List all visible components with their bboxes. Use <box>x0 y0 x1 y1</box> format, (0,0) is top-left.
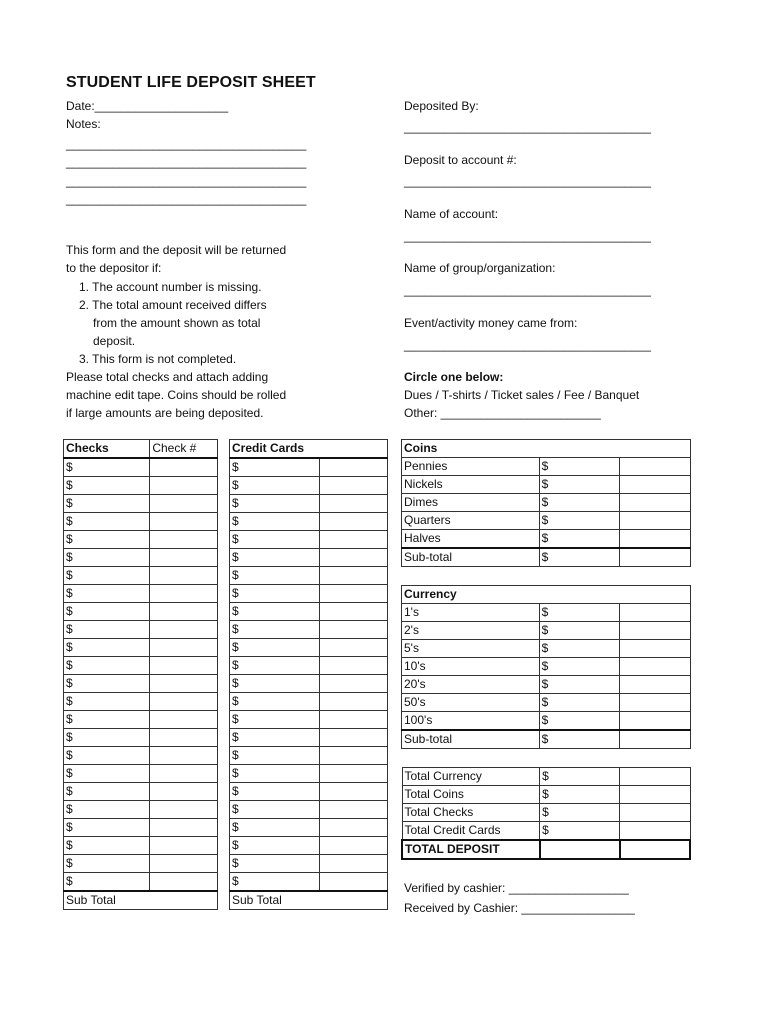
checks-header-row <box>64 440 218 459</box>
check-amount-cell[interactable]: $ <box>64 567 150 585</box>
credit-amount-cell[interactable]: $ <box>230 801 320 819</box>
checks-header: Checks <box>64 440 150 459</box>
credit-extra-cell[interactable] <box>320 837 388 855</box>
check-amount-cell[interactable]: $ <box>64 639 150 657</box>
table-row <box>64 711 218 729</box>
coins-extra-cell[interactable] <box>620 476 691 494</box>
credit-extra-cell[interactable] <box>320 639 388 657</box>
credit-extra-cell[interactable] <box>320 819 388 837</box>
table-row <box>230 513 388 531</box>
currency-extra-cell[interactable] <box>620 604 691 622</box>
credit-extra-cell[interactable] <box>320 621 388 639</box>
table-row <box>402 804 690 822</box>
table-row <box>64 801 218 819</box>
table-row <box>64 477 218 495</box>
received-by-cashier-field[interactable]: Received by Cashier: _________________ <box>404 901 635 915</box>
check-amount-cell[interactable]: $ <box>64 603 150 621</box>
check-number-cell[interactable] <box>150 729 218 747</box>
info-list-item: 1. The account number is missing. <box>79 280 262 294</box>
check-number-cell[interactable] <box>150 567 218 585</box>
table-row <box>230 765 388 783</box>
currency-extra-cell[interactable] <box>620 622 691 640</box>
check-amount-cell[interactable]: $ <box>64 495 150 513</box>
currency-label-cell: 20's <box>402 676 540 694</box>
currency-amount-cell[interactable]: $ <box>539 694 620 712</box>
currency-amount-cell[interactable]: $ <box>539 676 620 694</box>
info-list-item: 3. This form is not completed. <box>79 352 237 366</box>
table-row <box>402 712 691 731</box>
check-amount-cell[interactable]: $ <box>64 585 150 603</box>
credit-amount-cell[interactable]: $ <box>230 458 320 477</box>
check-number-cell[interactable] <box>150 458 218 477</box>
table-row <box>230 801 388 819</box>
coins-extra-cell[interactable] <box>620 512 691 530</box>
table-row <box>64 495 218 513</box>
check-amount-cell[interactable]: $ <box>64 711 150 729</box>
credit-extra-cell[interactable] <box>320 675 388 693</box>
table-row <box>64 747 218 765</box>
table-row <box>230 675 388 693</box>
coins-amount-cell[interactable]: $ <box>539 530 620 549</box>
totals-label-cell: Total Currency <box>402 768 540 786</box>
currency-subtotal-label: Sub-total <box>402 730 540 749</box>
group-name-label: Name of group/organization: <box>404 261 556 275</box>
credit-extra-cell[interactable] <box>320 693 388 711</box>
info-text: This form and the deposit will be returned <box>66 243 287 257</box>
currency-label-cell: 5's <box>402 640 540 658</box>
coins-subtotal-label: Sub-total <box>402 548 540 567</box>
coins-extra-cell[interactable] <box>620 458 691 476</box>
check-number-cell[interactable] <box>150 675 218 693</box>
currency-label-cell: 100's <box>402 712 540 731</box>
credit-extra-cell[interactable] <box>320 747 388 765</box>
currency-label-cell: 2's <box>402 622 540 640</box>
coins-subtotal-amount[interactable]: $ <box>539 548 620 567</box>
table-row <box>64 639 218 657</box>
table-row <box>64 603 218 621</box>
check-amount-cell[interactable]: $ <box>64 458 150 477</box>
notes-line[interactable]: ____________________________________ <box>66 155 307 169</box>
table-row <box>230 855 388 873</box>
coins-header: Coins <box>402 440 691 458</box>
currency-amount-cell[interactable]: $ <box>539 604 620 622</box>
credit-amount-cell[interactable]: $ <box>230 693 320 711</box>
total-deposit-label: TOTAL DEPOSIT <box>402 840 540 859</box>
credit-subtotal-label: Sub Total <box>230 891 388 910</box>
table-row <box>64 675 218 693</box>
check-number-cell[interactable] <box>150 531 218 549</box>
check-amount-cell[interactable]: $ <box>64 783 150 801</box>
currency-amount-cell[interactable]: $ <box>539 640 620 658</box>
table-row <box>402 786 690 804</box>
coins-header-row <box>402 440 691 458</box>
currency-table <box>401 585 691 749</box>
table-row <box>402 604 691 622</box>
currency-subtotal-extra[interactable] <box>620 730 691 749</box>
credit-extra-cell[interactable] <box>320 765 388 783</box>
credit-amount-cell[interactable]: $ <box>230 531 320 549</box>
table-row <box>230 711 388 729</box>
currency-label-cell: 1's <box>402 604 540 622</box>
check-amount-cell[interactable]: $ <box>64 693 150 711</box>
table-row <box>402 658 691 676</box>
credit-amount-cell[interactable]: $ <box>230 837 320 855</box>
total-deposit-amount[interactable] <box>540 840 620 859</box>
check-number-cell[interactable] <box>150 747 218 765</box>
table-row <box>64 513 218 531</box>
table-row <box>402 622 691 640</box>
table-row <box>230 837 388 855</box>
table-row <box>230 567 388 585</box>
table-row <box>402 476 691 494</box>
info-text: Please total checks and attach adding <box>66 370 269 384</box>
coins-label-cell: Pennies <box>402 458 540 476</box>
credit-extra-cell[interactable] <box>320 801 388 819</box>
check-number-cell[interactable] <box>150 855 218 873</box>
totals-amount-cell[interactable]: $ <box>540 822 620 841</box>
currency-amount-cell[interactable]: $ <box>539 658 620 676</box>
check-amount-cell[interactable]: $ <box>64 621 150 639</box>
credit-extra-cell[interactable] <box>320 585 388 603</box>
credit-amount-cell[interactable]: $ <box>230 855 320 873</box>
credit-extra-cell[interactable] <box>320 513 388 531</box>
currency-amount-cell[interactable]: $ <box>539 712 620 731</box>
notes-label: Notes: <box>66 117 101 131</box>
currency-extra-cell[interactable] <box>620 676 691 694</box>
check-amount-cell[interactable]: $ <box>64 747 150 765</box>
credit-amount-cell[interactable]: $ <box>230 603 320 621</box>
table-row <box>402 768 690 786</box>
totals-label-cell: Total Coins <box>402 786 540 804</box>
table-row <box>64 729 218 747</box>
check-amount-cell[interactable]: $ <box>64 873 150 892</box>
checks-subtotal-row <box>64 891 218 910</box>
credit-extra-cell[interactable] <box>320 783 388 801</box>
table-row <box>64 855 218 873</box>
currency-extra-cell[interactable] <box>620 712 691 731</box>
totals-extra-cell[interactable] <box>620 804 690 822</box>
check-amount-cell[interactable]: $ <box>64 549 150 567</box>
credit-extra-cell[interactable] <box>320 855 388 873</box>
table-row <box>64 693 218 711</box>
check-number-cell[interactable] <box>150 711 218 729</box>
table-row <box>64 783 218 801</box>
other-field[interactable]: Other: ________________________ <box>404 406 601 420</box>
table-row <box>230 585 388 603</box>
currency-extra-cell[interactable] <box>620 694 691 712</box>
notes-line[interactable]: ____________________________________ <box>66 192 307 206</box>
credit-amount-cell[interactable]: $ <box>230 819 320 837</box>
table-row <box>402 530 691 549</box>
credit-amount-cell[interactable]: $ <box>230 729 320 747</box>
table-row <box>230 603 388 621</box>
currency-header-row <box>402 586 691 604</box>
info-text: machine edit tape. Coins should be rolled <box>66 388 287 402</box>
coins-subtotal-row <box>402 548 691 567</box>
check-amount-cell[interactable]: $ <box>64 765 150 783</box>
total-deposit-extra[interactable] <box>620 840 690 859</box>
table-row <box>230 639 388 657</box>
check-number-cell[interactable] <box>150 495 218 513</box>
currency-extra-cell[interactable] <box>620 640 691 658</box>
table-row <box>230 873 388 892</box>
currency-label-cell: 50's <box>402 694 540 712</box>
table-row <box>230 819 388 837</box>
page-title: STUDENT LIFE DEPOSIT SHEET <box>66 74 316 91</box>
coins-extra-cell[interactable] <box>620 530 691 549</box>
table-row <box>64 765 218 783</box>
credit-extra-cell[interactable] <box>320 873 388 892</box>
credit-cards-table <box>229 439 388 910</box>
check-number-cell[interactable] <box>150 621 218 639</box>
totals-amount-cell[interactable]: $ <box>540 768 620 786</box>
checks-table <box>63 439 218 910</box>
event-label: Event/activity money came from: <box>404 316 578 330</box>
notes-line[interactable]: ____________________________________ <box>66 137 307 151</box>
table-row <box>402 458 691 476</box>
credit-amount-cell[interactable]: $ <box>230 513 320 531</box>
table-row <box>230 477 388 495</box>
coins-amount-cell[interactable]: $ <box>539 494 620 512</box>
coins-amount-cell[interactable]: $ <box>539 476 620 494</box>
totals-extra-cell[interactable] <box>620 768 690 786</box>
check-number-cell[interactable] <box>150 819 218 837</box>
coins-amount-cell[interactable]: $ <box>539 458 620 476</box>
table-row <box>402 494 691 512</box>
check-number-cell[interactable] <box>150 765 218 783</box>
check-number-cell[interactable] <box>150 549 218 567</box>
table-row <box>64 837 218 855</box>
table-row <box>64 585 218 603</box>
table-row <box>230 621 388 639</box>
credit-extra-cell[interactable] <box>320 549 388 567</box>
coins-label-cell: Dimes <box>402 494 540 512</box>
credit-amount-cell[interactable]: $ <box>230 711 320 729</box>
deposited-by-field[interactable]: _____________________________________ <box>404 120 651 134</box>
check-number-cell[interactable] <box>150 801 218 819</box>
coins-extra-cell[interactable] <box>620 494 691 512</box>
verified-by-cashier-field[interactable]: Verified by cashier: __________________ <box>404 881 629 895</box>
check-number-cell[interactable] <box>150 639 218 657</box>
currency-extra-cell[interactable] <box>620 658 691 676</box>
check-number-cell[interactable] <box>150 513 218 531</box>
totals-label-cell: Total Checks <box>402 804 540 822</box>
currency-subtotal-row <box>402 730 691 749</box>
credit-cards-header: Credit Cards <box>230 440 388 459</box>
table-row <box>230 783 388 801</box>
check-amount-cell[interactable]: $ <box>64 819 150 837</box>
circle-options[interactable]: Dues / T-shirts / Ticket sales / Fee / Banquet <box>404 388 640 402</box>
table-row <box>64 549 218 567</box>
table-row <box>64 458 218 477</box>
credit-amount-cell[interactable]: $ <box>230 675 320 693</box>
check-number-cell[interactable] <box>150 657 218 675</box>
credit-amount-cell[interactable]: $ <box>230 585 320 603</box>
check-amount-cell[interactable]: $ <box>64 837 150 855</box>
table-row <box>402 512 691 530</box>
total-deposit-row <box>402 840 690 859</box>
check-number-cell[interactable] <box>150 837 218 855</box>
table-row <box>64 531 218 549</box>
check-number-cell[interactable] <box>150 477 218 495</box>
check-amount-cell[interactable]: $ <box>64 801 150 819</box>
check-amount-cell[interactable]: $ <box>64 675 150 693</box>
totals-amount-cell[interactable]: $ <box>540 786 620 804</box>
totals-table <box>401 767 691 860</box>
totals-amount-cell[interactable]: $ <box>540 804 620 822</box>
credit-extra-cell[interactable] <box>320 711 388 729</box>
table-row <box>402 676 691 694</box>
table-row <box>402 822 690 841</box>
table-row <box>402 640 691 658</box>
check-number-cell[interactable] <box>150 585 218 603</box>
credit-extra-cell[interactable] <box>320 495 388 513</box>
credit-subtotal-row <box>230 891 388 910</box>
table-row <box>64 657 218 675</box>
notes-line[interactable]: ____________________________________ <box>66 174 307 188</box>
credit-amount-cell[interactable]: $ <box>230 873 320 892</box>
credit-extra-cell[interactable] <box>320 657 388 675</box>
credit-amount-cell[interactable]: $ <box>230 639 320 657</box>
credit-amount-cell[interactable]: $ <box>230 765 320 783</box>
table-row <box>64 819 218 837</box>
check-number-cell[interactable] <box>150 783 218 801</box>
check-amount-cell[interactable]: $ <box>64 531 150 549</box>
credit-header-row <box>230 440 388 459</box>
table-row <box>230 458 388 477</box>
credit-extra-cell[interactable] <box>320 567 388 585</box>
table-row <box>230 693 388 711</box>
credit-extra-cell[interactable] <box>320 531 388 549</box>
table-row <box>230 747 388 765</box>
table-row <box>64 621 218 639</box>
credit-amount-cell[interactable]: $ <box>230 747 320 765</box>
credit-amount-cell[interactable]: $ <box>230 783 320 801</box>
credit-extra-cell[interactable] <box>320 603 388 621</box>
account-number-label: Deposit to account #: <box>404 153 517 167</box>
credit-extra-cell[interactable] <box>320 729 388 747</box>
table-row <box>64 873 218 892</box>
credit-amount-cell[interactable]: $ <box>230 549 320 567</box>
currency-amount-cell[interactable]: $ <box>539 622 620 640</box>
deposited-by-label: Deposited By: <box>404 99 479 113</box>
event-field[interactable]: _____________________________________ <box>404 338 651 352</box>
table-row <box>230 657 388 675</box>
info-list-item: from the amount shown as total <box>93 316 261 330</box>
check-number-header: Check # <box>150 440 218 459</box>
coins-table <box>401 439 691 567</box>
info-list-item: deposit. <box>93 334 136 348</box>
check-amount-cell[interactable]: $ <box>64 513 150 531</box>
info-list-item: 2. The total amount received differs <box>79 298 267 312</box>
totals-label-cell: Total Credit Cards <box>402 822 540 841</box>
credit-amount-cell[interactable]: $ <box>230 621 320 639</box>
coins-subtotal-extra[interactable] <box>620 548 691 567</box>
credit-amount-cell[interactable]: $ <box>230 567 320 585</box>
coins-label-cell: Quarters <box>402 512 540 530</box>
account-number-field[interactable]: _____________________________________ <box>404 174 651 188</box>
date-field[interactable]: Date:____________________ <box>66 99 229 113</box>
credit-amount-cell[interactable]: $ <box>230 477 320 495</box>
coins-label-cell: Nickels <box>402 476 540 494</box>
currency-header: Currency <box>402 586 691 604</box>
account-name-field[interactable]: _____________________________________ <box>404 229 651 243</box>
table-row <box>230 729 388 747</box>
info-text: to the depositor if: <box>66 261 162 275</box>
credit-amount-cell[interactable]: $ <box>230 495 320 513</box>
check-number-cell[interactable] <box>150 603 218 621</box>
credit-amount-cell[interactable]: $ <box>230 657 320 675</box>
check-amount-cell[interactable]: $ <box>64 855 150 873</box>
group-name-field[interactable]: _____________________________________ <box>404 283 651 297</box>
check-amount-cell[interactable]: $ <box>64 729 150 747</box>
info-text: if large amounts are being deposited. <box>66 406 264 420</box>
check-number-cell[interactable] <box>150 693 218 711</box>
account-name-label: Name of account: <box>404 207 499 221</box>
table-row <box>64 567 218 585</box>
table-row <box>230 531 388 549</box>
check-amount-cell[interactable]: $ <box>64 477 150 495</box>
checks-subtotal-label: Sub Total <box>64 891 218 910</box>
totals-extra-cell[interactable] <box>620 786 690 804</box>
check-amount-cell[interactable]: $ <box>64 657 150 675</box>
totals-extra-cell[interactable] <box>620 822 690 841</box>
check-number-cell[interactable] <box>150 873 218 892</box>
coins-label-cell: Halves <box>402 530 540 549</box>
credit-extra-cell[interactable] <box>320 477 388 495</box>
currency-subtotal-amount[interactable]: $ <box>539 730 620 749</box>
circle-heading: Circle one below: <box>404 370 504 384</box>
table-row <box>230 549 388 567</box>
currency-label-cell: 10's <box>402 658 540 676</box>
table-row <box>230 495 388 513</box>
credit-extra-cell[interactable] <box>320 458 388 477</box>
coins-amount-cell[interactable]: $ <box>539 512 620 530</box>
table-row <box>402 694 691 712</box>
